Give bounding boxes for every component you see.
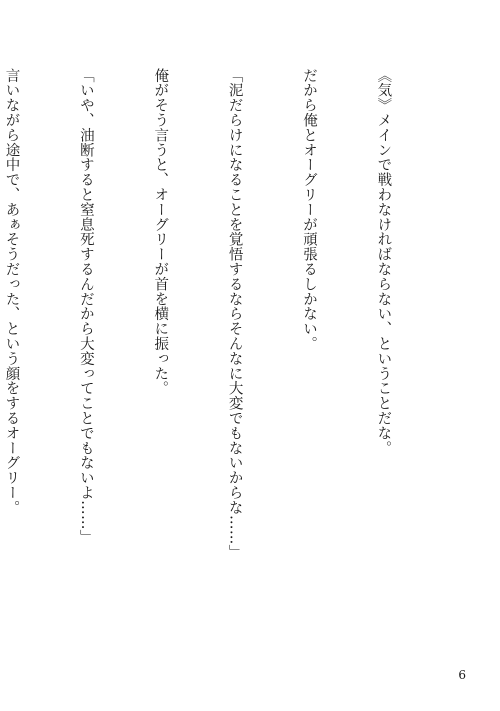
text-line: 《気》メインで戦わなければならない、ということだな。: [375, 68, 392, 456]
text-line: 俺がそう言うと、オーグリーが首を横に振った。: [152, 68, 169, 396]
vertical-text-body: [0, 68, 445, 658]
page-number: 6: [458, 668, 466, 682]
text-line: 言いながら途中で、あぁそうだった、という顔をするオーグリー。: [3, 68, 20, 515]
text-line: だから俺とオーグリーが頑張るしかない。: [301, 68, 318, 352]
text-line: 「泥だらけになることを覚悟するならそんなに大変でもないからな……」: [226, 68, 243, 560]
text-line: 「いや、油断すると窒息死するんだから大変ってことでもないよ……」: [77, 68, 94, 545]
